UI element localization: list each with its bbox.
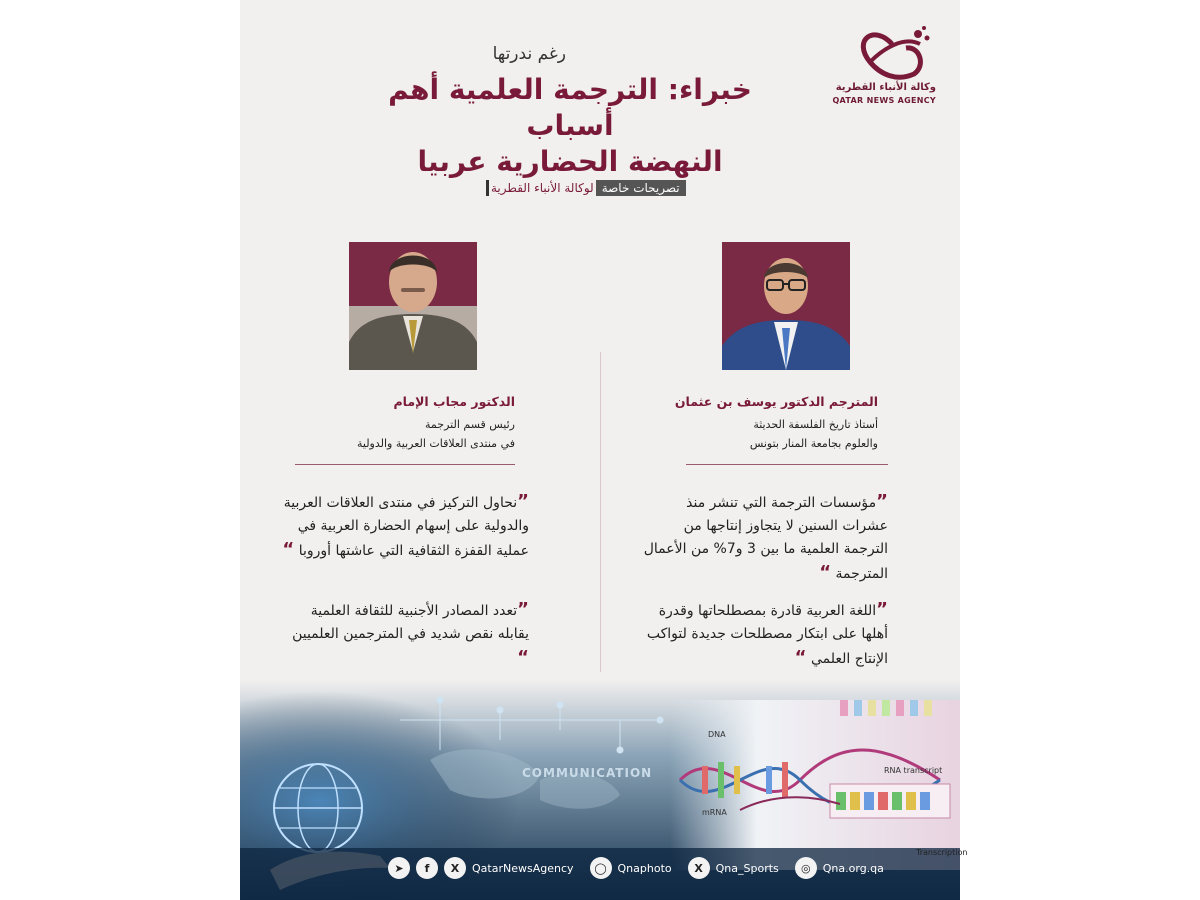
expert-1-info	[628, 394, 878, 453]
dna-label: DNA	[708, 730, 726, 739]
communication-label: COMMUNICATION	[522, 766, 653, 780]
close-quote-icon: “	[282, 539, 295, 560]
expert-1-role-2: والعلوم بجامعة المنار بتونس	[749, 437, 878, 450]
instagram-icon[interactable]: ◯	[590, 857, 612, 879]
expert-2-role-2: في منتدى العلاقات العربية والدولية	[356, 437, 515, 450]
tagline-bar	[486, 180, 489, 196]
facebook-icon[interactable]: f	[416, 857, 438, 879]
headline-line-1: خبراء: الترجمة العلمية أهم أسباب	[388, 73, 752, 142]
globe-icon[interactable]: ◎	[795, 857, 817, 879]
expert-1-quote-1: ”مؤسسات الترجمة التي تنشر منذ عشرات السنين لا يتجاوز إنتاجها من الترجمة العلمية ما بين 3 و7% من الأعمال المترجمة “	[643, 491, 888, 583]
headline	[350, 72, 790, 180]
headline-line-2: النهضة الحضارية عربيا	[417, 145, 723, 178]
expert-2-quote-2: ”تعدد المصادر الأجنبية للثقافة العلمية يقابله نقص شديد في المترجمين العلميين “	[292, 599, 529, 668]
close-quote-icon: “	[517, 647, 529, 668]
telegram-icon[interactable]: ➤	[388, 857, 410, 879]
handle-qnaphoto[interactable]: Qnaphoto	[617, 861, 672, 875]
x-icon[interactable]: X	[444, 857, 466, 879]
open-quote-icon: ”	[876, 599, 888, 620]
expert-1-quote-2: ”اللغة العربية قادرة بمصطلحاتها وقدرة أهلها على ابتكار مصطلحات جديدة لتواكب الإنتاج العلمي “	[646, 599, 888, 668]
open-quote-icon: ”	[517, 599, 529, 620]
agency-name-ar: وكالة الأنباء القطرية	[835, 82, 936, 93]
close-quote-icon: “	[819, 562, 832, 583]
open-quote-icon: ”	[517, 491, 529, 512]
handle-qatarnewsagency[interactable]: QatarNewsAgency	[472, 861, 574, 875]
expert-2-info	[265, 394, 515, 453]
open-quote-icon: ”	[876, 491, 888, 512]
portrait-mujab-alimam	[349, 242, 477, 370]
tagline-source: لوكالة الأنباء القطرية	[491, 181, 594, 195]
transcription-label: Transcription	[916, 848, 968, 857]
rna-transcript-label: RNA transcript	[884, 766, 943, 775]
portrait-youssef-ben-othman	[722, 242, 850, 370]
website-link[interactable]: Qna.org.qa	[822, 861, 884, 875]
x-sports-icon[interactable]: X	[688, 857, 710, 879]
kicker: رغم ندرتها	[492, 44, 566, 64]
close-quote-icon: “	[794, 647, 807, 668]
expert-1-role-1: أستاذ تاريخ الفلسفة الحديثة	[753, 418, 878, 431]
social-bar	[388, 856, 894, 880]
infographic-card	[240, 0, 968, 900]
expert-1-rule	[686, 464, 888, 465]
expert-2-rule	[295, 464, 515, 465]
mrna-label: mRNA	[702, 808, 727, 817]
agency-name-en: QATAR NEWS AGENCY	[832, 96, 936, 105]
tagline	[486, 178, 686, 198]
expert-2-quote-1: ”نحاول التركيز في منتدى العلاقات العربية والدولية على إسهام الحضارة العربية في عملية القفزة الثقافية التي عاشتها أوروبا “	[282, 491, 529, 560]
expert-1-name: المترجم الدكتور يوسف بن عثمان	[674, 394, 878, 409]
tagline-exclusive: تصريحات خاصة	[596, 180, 686, 196]
expert-2-name: الدكتور مجاب الإمام	[393, 394, 515, 409]
expert-2-role-1: رئيس قسم الترجمة	[425, 418, 515, 431]
handle-qna-sports[interactable]: Qna_Sports	[715, 861, 779, 875]
column-divider	[600, 352, 601, 672]
